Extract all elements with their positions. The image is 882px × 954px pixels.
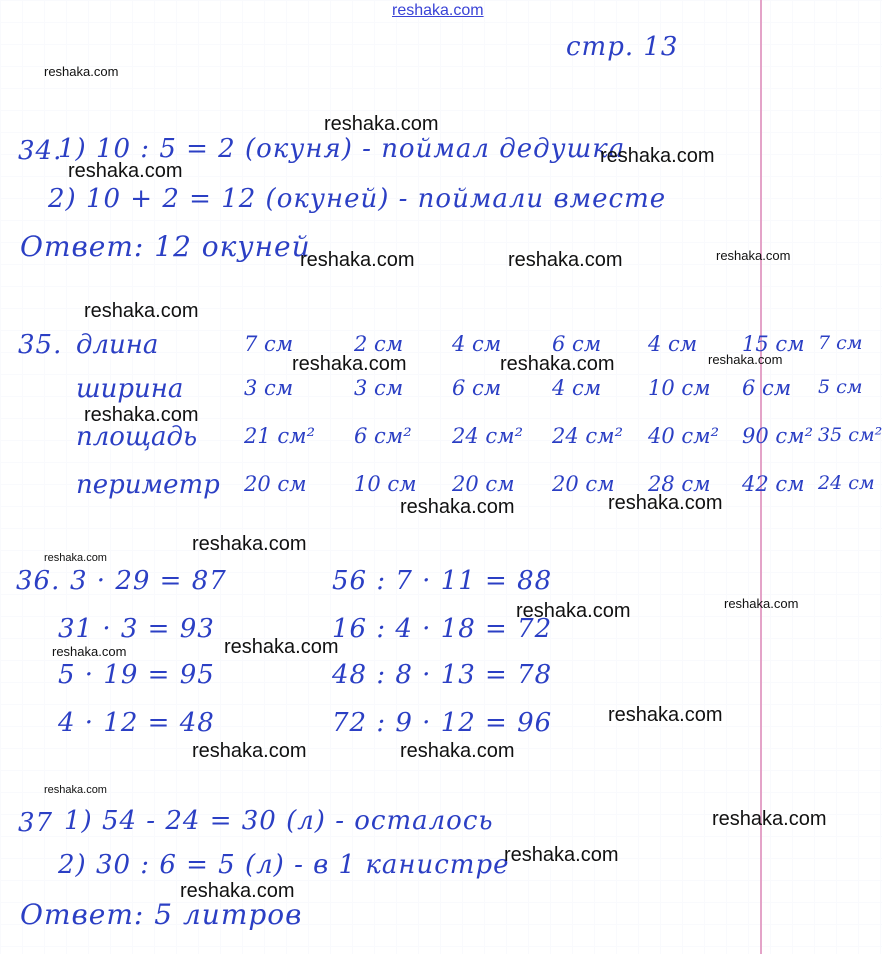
watermark: reshaka.com — [192, 533, 307, 555]
task-35-cell: 42 см — [742, 472, 805, 496]
task-36-expression: 4 · 12 = 48 — [58, 708, 215, 738]
task-35-cell: 90 см² — [742, 424, 813, 448]
task-35-cell: 3 см — [244, 376, 294, 400]
task-34-line-1: 1) 10 : 5 = 2 (окуня) - поймал дедушка — [58, 134, 626, 164]
watermark: reshaka.com — [724, 596, 799, 611]
task-35-cell: 4 см — [452, 332, 502, 356]
task-36-expression: 56 : 7 · 11 = 88 — [332, 566, 553, 596]
watermark: reshaka.com — [716, 248, 791, 263]
task-35-cell: 20 см — [552, 472, 615, 496]
task-35-cell: 20 см — [452, 472, 515, 496]
task-35-number: 35. — [18, 330, 63, 360]
task-35-row-label: площадь — [76, 422, 198, 452]
task-35-cell: 4 см — [552, 376, 602, 400]
watermark: reshaka.com — [44, 64, 119, 79]
page-label: стр. 13 — [566, 32, 679, 62]
task-35-cell: 4 см — [648, 332, 698, 356]
watermark: reshaka.com — [52, 644, 127, 659]
watermark: reshaka.com — [180, 880, 295, 902]
task-35-cell: 6 см — [452, 376, 502, 400]
task-35-cell: 10 см — [648, 376, 711, 400]
watermark: reshaka.com — [292, 353, 407, 375]
watermark: reshaka.com — [84, 404, 199, 426]
watermark: reshaka.com — [712, 808, 827, 830]
watermark: reshaka.com — [608, 492, 723, 514]
task-35-cell: 35 см² — [818, 424, 882, 446]
task-35-row-label: ширина — [76, 374, 184, 404]
watermark: reshaka.com — [504, 844, 619, 866]
watermark: reshaka.com — [608, 704, 723, 726]
task-35-cell: 6 см² — [354, 424, 412, 448]
task-35-row-label: длина — [76, 330, 159, 360]
task-35-cell: 3 см — [354, 376, 404, 400]
task-36-expression: 3 · 29 = 87 — [70, 566, 227, 596]
task-35-cell: 28 см — [648, 472, 711, 496]
watermark: reshaka.com — [84, 300, 199, 322]
watermark: reshaka.com — [400, 740, 515, 762]
task-35-cell: 6 см — [742, 376, 792, 400]
watermark: reshaka.com — [68, 160, 183, 182]
task-35-cell: 15 см — [742, 332, 805, 356]
task-35-row-label: периметр — [76, 470, 220, 500]
watermark: reshaka.com — [708, 352, 783, 367]
task-36-expression: 16 : 4 · 18 = 72 — [332, 614, 553, 644]
task-36-expression: 5 · 19 = 95 — [58, 660, 215, 690]
task-35-cell: 2 см — [354, 332, 404, 356]
watermark: reshaka.com — [392, 2, 484, 19]
task-36-number: 36. — [16, 566, 61, 596]
task-36-expression: 72 : 9 · 12 = 96 — [332, 708, 553, 738]
task-37-line-1: 1) 54 - 24 = 30 (л) - осталось — [64, 806, 494, 836]
task-37-number: 37 — [18, 808, 54, 838]
watermark: reshaka.com — [224, 636, 339, 658]
task-35-cell: 24 см² — [552, 424, 623, 448]
task-35-cell: 7 см — [244, 332, 294, 356]
watermark: reshaka.com — [508, 249, 623, 271]
task-35-cell: 40 см² — [648, 424, 719, 448]
task-35-cell: 5 см — [818, 376, 863, 398]
task-35-cell: 21 см² — [244, 424, 315, 448]
watermark: reshaka.com — [44, 552, 107, 564]
watermark: reshaka.com — [500, 353, 615, 375]
watermark: reshaka.com — [600, 145, 715, 167]
task-37-answer: Ответ: 5 литров — [20, 898, 303, 931]
watermark: reshaka.com — [192, 740, 307, 762]
task-35-cell: 24 см — [818, 472, 875, 494]
task-35-cell: 7 см — [818, 332, 863, 354]
watermark: reshaka.com — [516, 600, 631, 622]
watermark: reshaka.com — [400, 496, 515, 518]
task-34-number: 34. — [18, 136, 63, 166]
task-34-answer: Ответ: 12 окуней — [20, 230, 311, 263]
task-35-cell: 10 см — [354, 472, 417, 496]
task-35-cell: 6 см — [552, 332, 602, 356]
watermark: reshaka.com — [300, 249, 415, 271]
watermark: reshaka.com — [324, 113, 439, 135]
watermark: reshaka.com — [44, 784, 107, 796]
task-34-line-2: 2) 10 + 2 = 12 (окуней) - поймали вместе — [48, 184, 667, 214]
task-36-expression: 31 · 3 = 93 — [58, 614, 215, 644]
task-35-cell: 20 см — [244, 472, 307, 496]
task-35-cell: 24 см² — [452, 424, 523, 448]
task-36-expression: 48 : 8 · 13 = 78 — [332, 660, 553, 690]
task-37-line-2: 2) 30 : 6 = 5 (л) - в 1 канистре — [58, 850, 510, 880]
